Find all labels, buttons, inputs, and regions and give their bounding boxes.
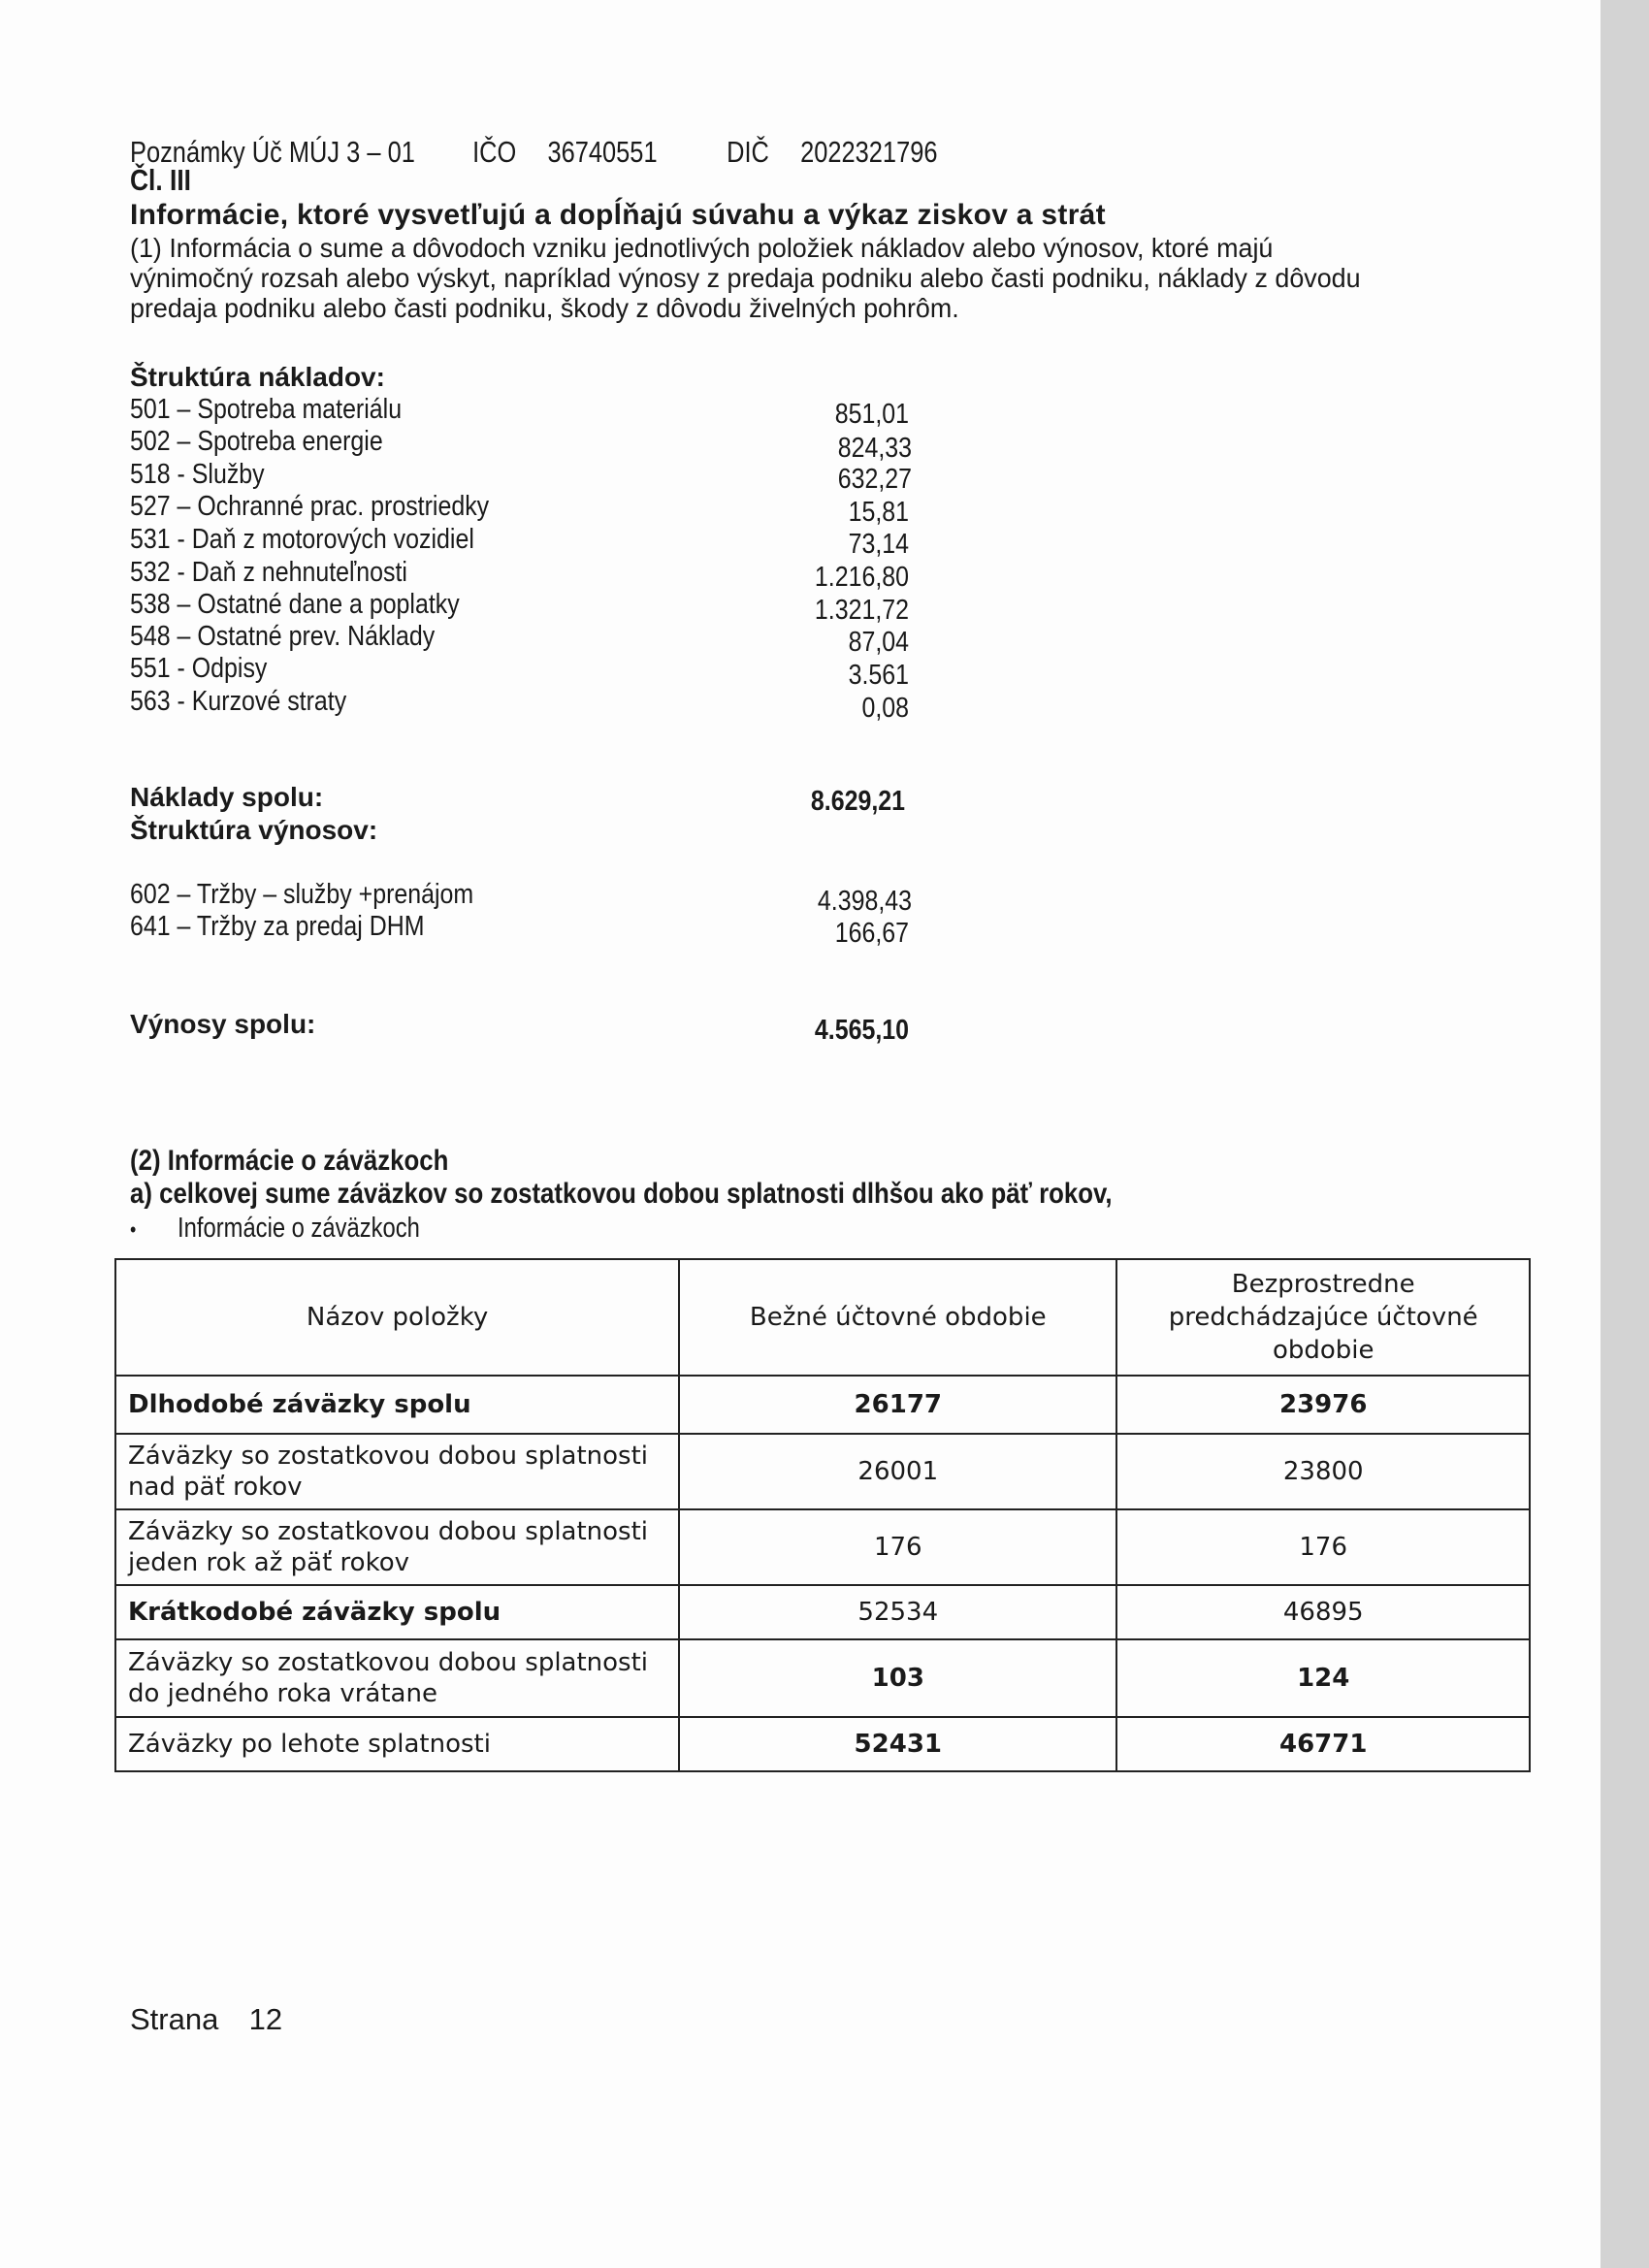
costs-heading: Štruktúra nákladov:	[130, 362, 385, 392]
row-previous: 124	[1116, 1639, 1530, 1717]
revenues-heading: Štruktúra výnosov:	[130, 815, 378, 845]
ico-label: IČO	[472, 135, 517, 169]
cost-item-label: 532 - Daň z nehnuteľnosti	[130, 557, 407, 588]
section-title: Informácie, ktoré vysvetľujú a dopĺňajú súvahu a výkaz ziskov a strát	[130, 199, 1106, 231]
revenue-item-value: 166,67	[834, 918, 909, 949]
intro-paragraph: (1) Informácia o sume a dôvodoch vzniku jednotlivých položiek nákladov alebo výnosov, ktoré majú výnimočný rozsah alebo výskyt, napríklad výnosy z predaja podniku alebo časti podniku, náklady z dôvodu predaja podniku alebo časti podniku, škody z dôvodu živelných pohrôm.	[130, 233, 1361, 323]
cost-item-value: 1.216,80	[814, 562, 909, 593]
cost-item-label: 563 - Kurzové straty	[130, 686, 347, 717]
article-number: Čl. III	[130, 163, 191, 197]
table-row	[115, 1509, 1530, 1585]
dic-value: 2022321796	[800, 135, 938, 169]
row-current: 52534	[679, 1585, 1116, 1639]
cost-item-value: 15,81	[848, 497, 909, 528]
revenue-item-label: 641 – Tržby za predaj DHM	[130, 911, 425, 942]
cost-item-label: 551 - Odpisy	[130, 653, 268, 684]
cost-item-label: 527 – Ochranné prac. prostriedky	[130, 491, 490, 522]
row-previous: 176	[1116, 1509, 1530, 1585]
cost-item-value: 73,14	[848, 529, 909, 560]
cost-item-label: 538 – Ostatné dane a poplatky	[130, 589, 460, 620]
table-row	[115, 1639, 1530, 1717]
cost-item-label: 548 – Ostatné prev. Náklady	[130, 621, 436, 652]
row-label: Záväzky po lehote splatnosti	[115, 1717, 679, 1771]
row-label: Krátkodobé záväzky spolu	[115, 1585, 679, 1639]
page-label: Strana	[130, 2002, 219, 2036]
row-current: 26001	[679, 1434, 1116, 1509]
page-footer	[130, 2002, 282, 2037]
cost-item-value: 824,33	[837, 433, 912, 464]
revenues-total-value: 4.565,10	[814, 1015, 909, 1046]
document-header	[130, 135, 937, 170]
row-previous: 23800	[1116, 1434, 1530, 1509]
row-current: 103	[679, 1639, 1116, 1717]
cost-item-label: 501 – Spotreba materiálu	[130, 394, 403, 425]
revenue-item-label: 602 – Tržby – služby +prenájom	[130, 879, 474, 910]
revenues-total-label: Výnosy spolu:	[130, 1009, 316, 1039]
dic-label: DIČ	[727, 135, 769, 169]
costs-total-value: 8.629,21	[810, 786, 905, 817]
page-number: 12	[248, 2002, 283, 2036]
table-row	[115, 1717, 1530, 1771]
ico-value: 36740551	[547, 135, 658, 169]
row-label: Záväzky so zostatkovou dobou splatnosti do jedného roka vrátane	[115, 1639, 679, 1717]
cost-item-value: 3.561	[848, 660, 909, 691]
row-current: 26177	[679, 1376, 1116, 1434]
revenue-item-value: 4.398,43	[817, 886, 912, 917]
row-previous: 46895	[1116, 1585, 1530, 1639]
liabilities-table	[114, 1258, 1531, 1772]
row-current: 176	[679, 1509, 1116, 1585]
liabilities-heading: (2) Informácie o záväzkoch	[130, 1145, 449, 1177]
table-row	[115, 1376, 1530, 1434]
row-current: 52431	[679, 1717, 1116, 1771]
doc-label: Poznámky Úč MÚJ 3 – 01	[130, 135, 415, 169]
cost-item-label: 518 - Služby	[130, 459, 265, 490]
bullet-icon: •	[130, 1217, 137, 1242]
cost-item-value: 632,27	[837, 464, 912, 495]
liabilities-bullet	[130, 1213, 420, 1245]
cost-item-value: 87,04	[848, 627, 909, 658]
row-label: Dlhodobé záväzky spolu	[115, 1376, 679, 1434]
cost-item-label: 531 - Daň z motorových vozidiel	[130, 524, 474, 555]
costs-total-label: Náklady spolu:	[130, 782, 324, 812]
liabilities-subheading: a) celkovej sume záväzkov so zostatkovou dobou splatnosti dlhšou ako päť rokov,	[130, 1178, 1113, 1210]
cost-item-value: 0,08	[861, 693, 909, 724]
table-row	[115, 1585, 1530, 1639]
row-label: Záväzky so zostatkovou dobou splatnosti jeden rok až päť rokov	[115, 1509, 679, 1585]
cost-item-label: 502 – Spotreba energie	[130, 426, 383, 457]
column-header-item-name: Názov položky	[115, 1259, 679, 1376]
row-previous: 46771	[1116, 1717, 1530, 1771]
column-header-previous-period: Bezprostredne predchádzajúce účtovné obdobie	[1116, 1259, 1530, 1376]
scan-margin-strip	[1600, 0, 1649, 2268]
row-label: Záväzky so zostatkovou dobou splatnosti nad päť rokov	[115, 1434, 679, 1509]
cost-item-value: 851,01	[834, 399, 909, 430]
row-previous: 23976	[1116, 1376, 1530, 1434]
cost-item-value: 1.321,72	[814, 595, 909, 626]
bullet-text: Informácie o záväzkoch	[178, 1213, 420, 1244]
table-row	[115, 1434, 1530, 1509]
column-header-current-period: Bežné účtovné obdobie	[679, 1259, 1116, 1376]
table-header-row	[115, 1259, 1530, 1376]
